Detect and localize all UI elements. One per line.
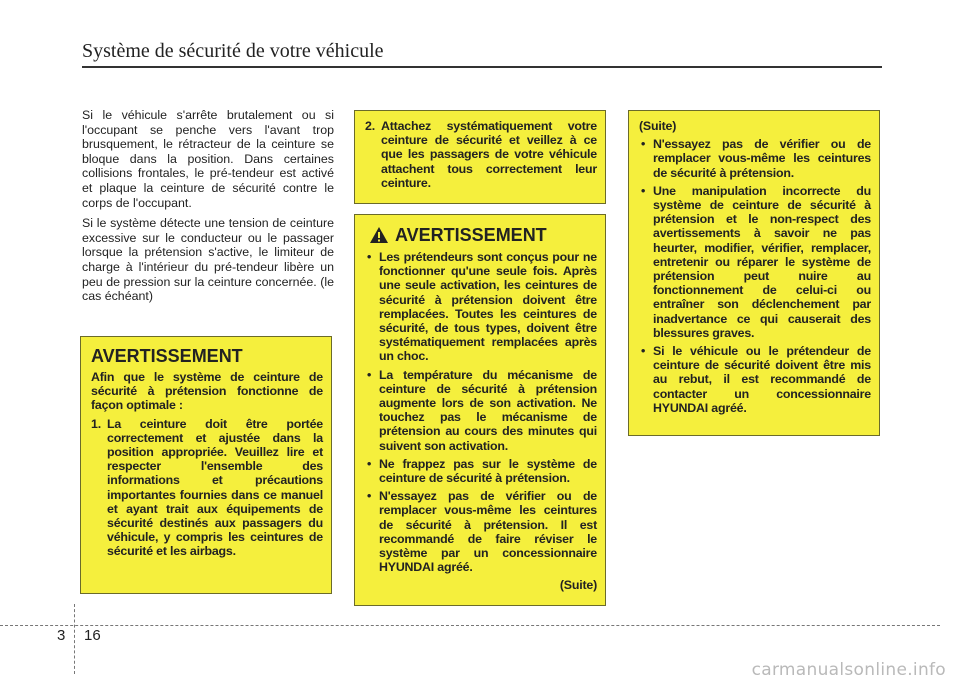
- body-paragraph: Si le véhicule s'arrête brutalement ou si l'occupant se penche vers l'avant trop brusquement, le rétracteur de la ceinture se bloque dans la position. Dans certaines collisions frontales, le pré-tendeur est activé et plaque la ceinture de sécurité contre le corps de l'occupant.: [82, 108, 334, 210]
- warning-box-mid: [354, 214, 606, 606]
- list-item: • Une manipulation incorrecte du système de ceinture de sécurité à prétension et le non-respect des avertissements à savoir ne pas heurter, modifier, vérifier, remplacer, entretenir ou réparer le système de prétension peut nuire au fonctionnement de celui-ci ou entraîner son déclenchement par inadvertance ce qui causerait des blessures graves.: [639, 184, 871, 340]
- watermark: carmanualsonline.info: [751, 660, 946, 680]
- page-header-title: Système de sécurité de votre véhicule: [82, 40, 384, 62]
- warning-triangle-icon: [369, 226, 389, 244]
- warning-item: [91, 417, 323, 559]
- list-item: • La température du mécanisme de ceinture de sécurité à prétension augmente lors de son activation. Ne touchez pas le mécanisme de prétension au cours des minutes qui suivent son activation.: [365, 368, 597, 453]
- warning-bullet-list: [639, 137, 871, 415]
- item-number: 1.: [91, 416, 101, 431]
- item-number: 2.: [365, 119, 375, 133]
- page-number: 16: [84, 627, 101, 644]
- list-item: • Ne frappez pas sur le système de ceinture de sécurité à prétension.: [365, 457, 597, 485]
- footer-divider: [74, 604, 75, 674]
- chapter-number: 3: [57, 627, 66, 644]
- list-item: • N'essayez pas de vérifier ou de remplacer vous-même les ceintures de sécurité à prétension. Il est recommandé de faire réviser le système par un concessionnaire HYUNDAI agréé.: [365, 489, 597, 574]
- list-item: • Les prétendeurs sont conçus pour ne fonctionner qu'une seule fois. Après une seule activation, les ceintures de sécurité à prétension doivent être remplacées. Toutes les ceintures de sécurité, de tous types, doivent être systématiquement remplacées après un choc.: [365, 250, 597, 364]
- item-text: Attachez systématiquement votre ceinture de sécurité et veillez à ce que les passagers de votre véhicule attachent tous correctement leur ceinture.: [381, 119, 597, 190]
- continued-label: (Suite): [639, 119, 677, 133]
- header-rule: [82, 66, 882, 68]
- footer-rule: [0, 625, 940, 626]
- body-text: [82, 108, 334, 310]
- warning-intro: Afin que le système de ceinture de sécurité à prétension fonctionne de façon optimale :: [91, 370, 323, 413]
- continued-label: (Suite): [559, 578, 597, 593]
- body-paragraph: Si le système détecte une tension de ceinture excessive sur le conducteur ou le passager lorsque la prétension s'active, le limiteur de charge à l'intérieur du pré-tendeur libère un peu de pression sur la ceinture concernée. (le cas échéant): [82, 216, 334, 304]
- warning-heading: AVERTISSEMENT: [395, 225, 547, 245]
- list-item: • Si le véhicule ou le prétendeur de ceinture de sécurité doivent être mis au rebut, il est recommandé de contacter un concessionnaire HYUNDAI agréé.: [639, 344, 871, 415]
- warning-box-right: [628, 110, 880, 436]
- warning-heading-row: [365, 225, 597, 245]
- warning-box-left: [80, 336, 332, 594]
- warning-bullet-list: [365, 250, 597, 574]
- list-item: • N'essayez pas de vérifier ou de remplacer vous-même les ceintures de sécurité à prétension.: [639, 137, 871, 180]
- warning-item: [365, 119, 597, 190]
- item-text: La ceinture doit être portée correctement et ajustée dans la position appropriée. Veuillez lire et respecter l'ensemble des informations et précautions importantes fournies dans ce manuel et ayant trait aux équipements de sécurité destinés aux passagers du véhicule, y compris les ceintures de sécurité et les airbags.: [107, 416, 323, 559]
- warning-box-mid-top: [354, 110, 606, 204]
- warning-heading: AVERTISSEMENT: [91, 346, 243, 366]
